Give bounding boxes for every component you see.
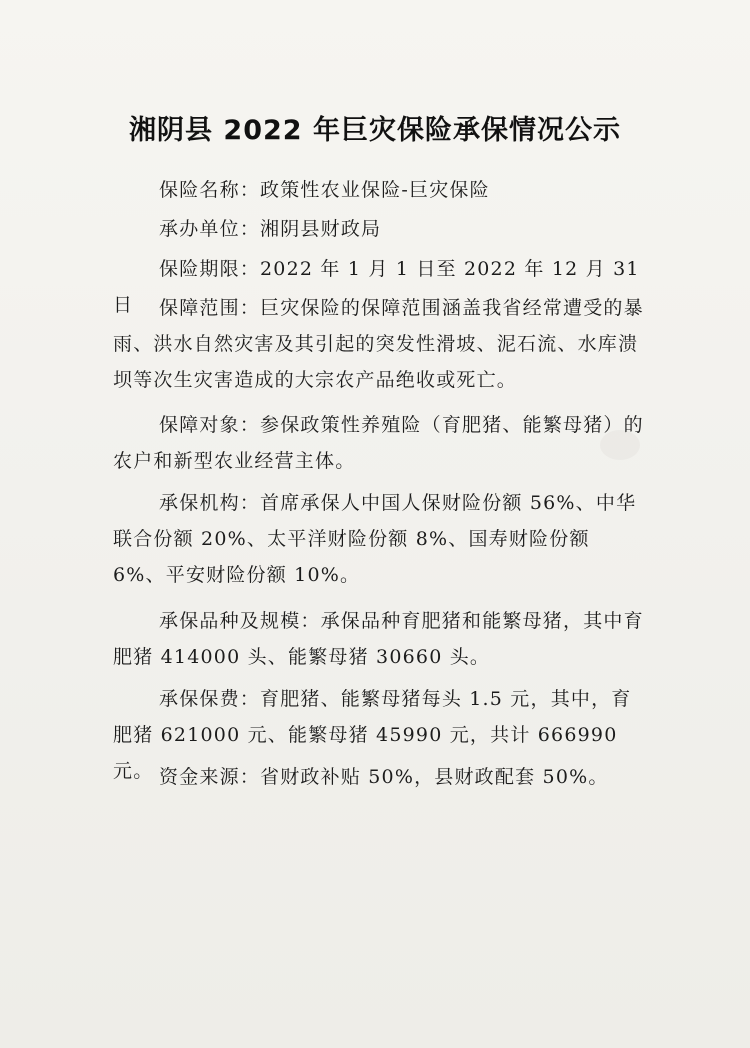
item-text: 承保品种育肥猪和能繁母猪，其中育肥猪 414000 头、能繁母猪 30660 头。 — [113, 610, 644, 668]
item-label: 承保品种及规模： — [159, 610, 321, 632]
item-coverage-scope — [113, 290, 648, 398]
item-underwriters — [113, 485, 648, 593]
item-label: 保障对象： — [159, 414, 261, 436]
item-label: 承保机构： — [159, 492, 261, 514]
item-text: 省财政补贴 50%，县财政配套 50%。 — [260, 766, 609, 788]
item-label: 保险期限： — [159, 258, 261, 280]
item-label: 资金来源： — [159, 766, 261, 788]
item-coverage-target — [113, 407, 648, 479]
item-organizer — [113, 211, 648, 247]
item-varieties-scale — [113, 603, 648, 675]
item-text: 湘阴县财政局 — [260, 218, 382, 240]
item-insurance-name — [113, 172, 648, 208]
item-label: 保险名称： — [159, 179, 261, 201]
item-label: 保障范围： — [159, 297, 261, 319]
document-title: 湘阴县 2022 年巨灾保险承保情况公示 — [129, 115, 621, 146]
item-text: 参保政策性养殖险（育肥猪、能繁母猪）的农户和新型农业经营主体。 — [113, 414, 644, 472]
item-label: 承办单位： — [159, 218, 261, 240]
item-label: 承保保费： — [159, 688, 261, 710]
item-text: 首席承保人中国人保财险份额 56%、中华联合份额 20%、太平洋财险份额 8%、国寿财险份额 6%、平安财险份额 10%。 — [113, 492, 637, 586]
item-text: 政策性农业保险-巨灾保险 — [260, 179, 490, 201]
item-funding-source — [113, 759, 648, 795]
item-text: 2022 年 1 月 1 日至 2022 年 12 月 31 日 — [113, 258, 640, 316]
item-text: 巨灾保险的保障范围涵盖我省经常遭受的暴雨、洪水自然灾害及其引起的突发性滑坡、泥石流、水库溃坝等次生灾害造成的大宗农产品绝收或死亡。 — [113, 297, 644, 391]
item-text: 育肥猪、能繁母猪每头 1.5 元，其中，育肥猪 621000 元、能繁母猪 45990 元，共计 666990 元。 — [113, 688, 632, 782]
